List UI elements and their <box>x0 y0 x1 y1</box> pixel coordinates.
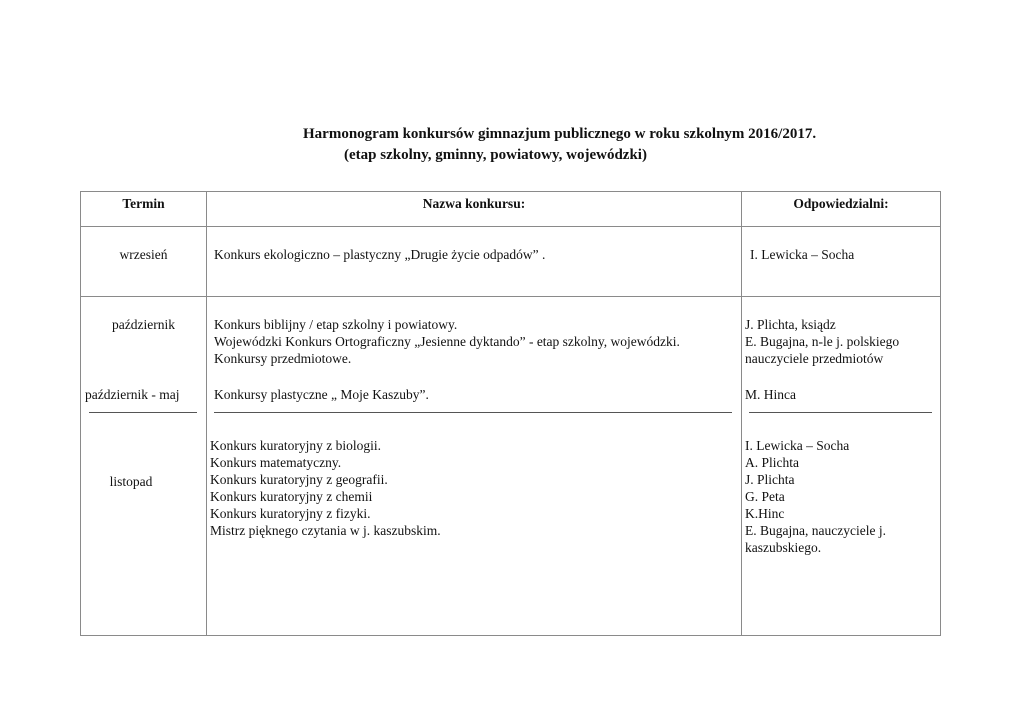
list-item: Konkursy przedmiotowe. <box>214 351 352 366</box>
list-item: Konkurs kuratoryjny z chemii <box>210 489 373 504</box>
row-divider <box>81 226 940 227</box>
column-divider <box>206 192 207 635</box>
row1-nazwa: Konkurs ekologiczno – plastyczny „Drugie życie odpadów” . <box>214 247 546 262</box>
title-line-1: Harmonogram konkursów gimnazjum publicznego w roku szkolnym 2016/2017. <box>303 126 817 142</box>
row2-odp-listopad <box>745 437 886 556</box>
separator-line <box>214 412 732 413</box>
column-divider <box>741 192 742 635</box>
list-item: E. Bugajna, nauczyciele j. <box>745 523 886 538</box>
schedule-table <box>80 191 941 636</box>
list-item: I. Lewicka – Socha <box>745 438 850 453</box>
list-item: Konkurs matematyczny. <box>210 455 342 470</box>
list-item: Konkurs kuratoryjny z fizyki. <box>210 506 371 521</box>
row2-odp-plastyczne: M. Hinca <box>745 387 796 402</box>
list-item: kaszubskiego. <box>745 540 822 555</box>
row2-nazwa-plastyczne: Konkursy plastyczne „ Moje Kaszuby”. <box>214 387 429 402</box>
list-item: Wojewódzki Konkurs Ortograficzny „Jesienne dyktando” - etap szkolny, wojewódzki. <box>214 334 680 349</box>
title-line-2: (etap szkolny, gminny, powiatowy, wojewódzki) <box>344 147 647 163</box>
list-item: A. Plichta <box>745 455 799 470</box>
header-termin: Termin <box>122 196 165 211</box>
row-divider <box>81 296 940 297</box>
separator-line <box>749 412 932 413</box>
list-item: J. Plichta <box>745 472 795 487</box>
row2-odp-pazdziernik <box>745 316 899 367</box>
row1-odpowiedzialni: I. Lewicka – Socha <box>750 247 855 262</box>
list-item: Mistrz pięknego czytania w j. kaszubskim. <box>210 523 441 538</box>
row1-termin: wrzesień <box>119 247 168 262</box>
row2-nazwa-listopad <box>210 437 441 539</box>
list-item: G. Peta <box>745 489 785 504</box>
row2-termin-pazdziernik: październik <box>112 317 175 332</box>
list-item: E. Bugajna, n-le j. polskiego <box>745 334 900 349</box>
header-nazwa: Nazwa konkursu: <box>422 196 526 211</box>
row2-termin-listopad: listopad <box>109 474 153 489</box>
list-item: Konkurs kuratoryjny z biologii. <box>210 438 381 453</box>
list-item: K.Hinc <box>745 506 785 521</box>
separator-line <box>89 412 197 413</box>
row2-termin-pazdziernik-maj: październik - maj <box>85 387 180 402</box>
row2-nazwa-pazdziernik <box>214 316 680 367</box>
list-item: nauczyciele przedmiotów <box>745 351 884 366</box>
list-item: Konkurs biblijny / etap szkolny i powiatowy. <box>214 317 458 332</box>
header-odpowiedzialni: Odpowiedzialni: <box>793 196 889 211</box>
list-item: Konkurs kuratoryjny z geografii. <box>210 472 388 487</box>
list-item: J. Plichta, ksiądz <box>745 317 836 332</box>
